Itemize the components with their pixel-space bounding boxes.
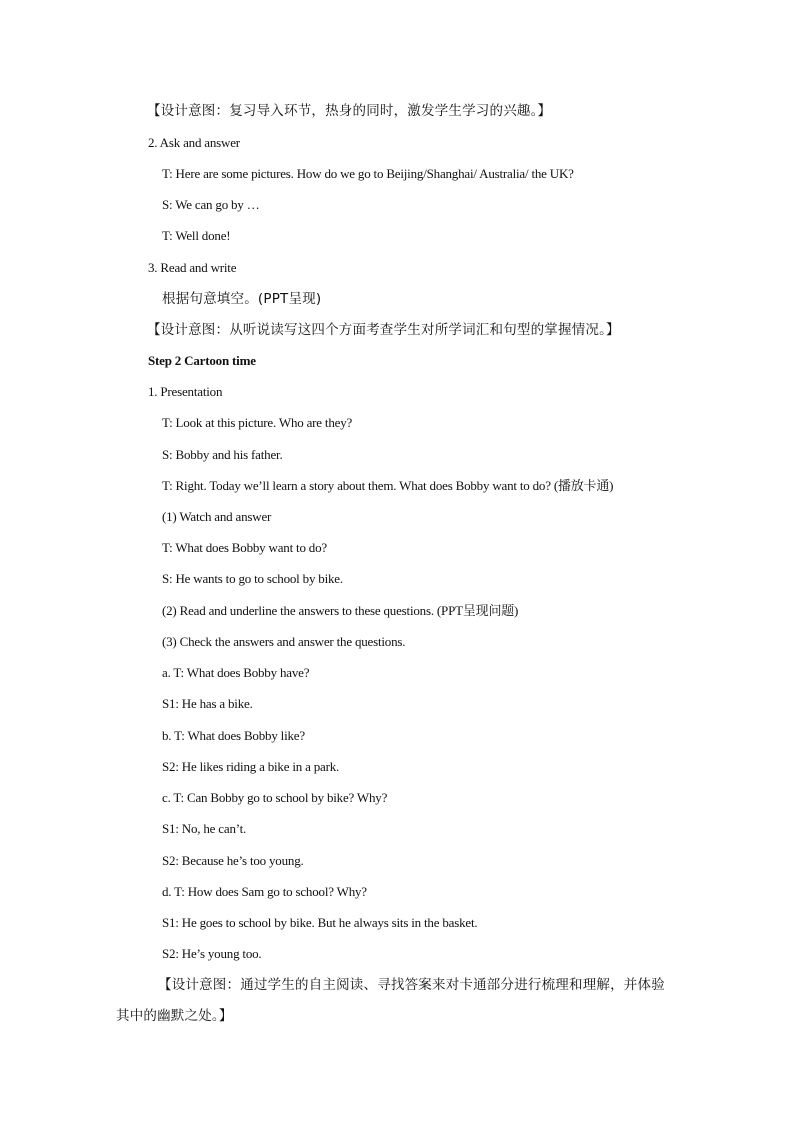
dialogue-line: T: Right. Today we’ll learn a story about them. What does Bobby want to do? (播放卡通) xyxy=(162,478,614,493)
question-line: a. T: What does Bobby have? xyxy=(162,665,310,680)
question-line: b. T: What does Bobby like? xyxy=(162,728,305,743)
answer-line: S1: He has a bike. xyxy=(162,696,253,711)
answer-line: S2: Because he’s too young. xyxy=(162,853,304,868)
answer-line: S2: He’s young too. xyxy=(162,946,262,961)
design-intent-note: 【设计意图：通过学生的自主阅读、寻找答案来对卡通部分进行梳理和理解，并体验 xyxy=(158,977,665,993)
answer-line: S2: He likes riding a bike in a park. xyxy=(162,759,340,774)
dialogue-line: T: What does Bobby want to do? xyxy=(162,540,327,555)
sub-step-heading: (1) Watch and answer xyxy=(162,509,272,524)
dialogue-line: S: Bobby and his father. xyxy=(162,447,283,462)
answer-line: S1: No, he can’t. xyxy=(162,821,247,836)
answer-line: S1: He goes to school by bike. But he always sits in the basket. xyxy=(162,915,478,930)
dialogue-line: S: We can go by … xyxy=(162,197,260,212)
section-heading: 1. Presentation xyxy=(148,384,223,399)
dialogue-line: S: He wants to go to school by bike. xyxy=(162,571,343,586)
dialogue-line: T: Look at this picture. Who are they? xyxy=(162,415,353,430)
step-heading: Step 2 Cartoon time xyxy=(148,353,256,368)
instruction-line: 根据句意填空。(PPT呈现) xyxy=(162,291,322,307)
dialogue-line: T: Well done! xyxy=(162,228,231,243)
section-heading: 3. Read and write xyxy=(148,260,237,275)
question-line: c. T: Can Bobby go to school by bike? Why? xyxy=(162,790,388,805)
design-intent-note: 【设计意图：从听说读写这四个方面考查学生对所学词汇和句型的掌握情况。】 xyxy=(147,322,620,338)
dialogue-line: T: Here are some pictures. How do we go to Beijing/Shanghai/ Australia/ the UK? xyxy=(162,166,574,181)
design-intent-note: 【设计意图：复习导入环节，热身的同时，激发学生学习的兴趣。】 xyxy=(147,103,552,119)
section-heading: 2. Ask and answer xyxy=(148,135,240,150)
question-line: d. T: How does Sam go to school? Why? xyxy=(162,884,367,899)
sub-step-heading: (2) Read and underline the answers to these questions. (PPT呈现问题) xyxy=(162,603,519,618)
design-intent-note-continued: 其中的幽默之处。】 xyxy=(116,1008,233,1024)
sub-step-heading: (3) Check the answers and answer the questions. xyxy=(162,634,406,649)
